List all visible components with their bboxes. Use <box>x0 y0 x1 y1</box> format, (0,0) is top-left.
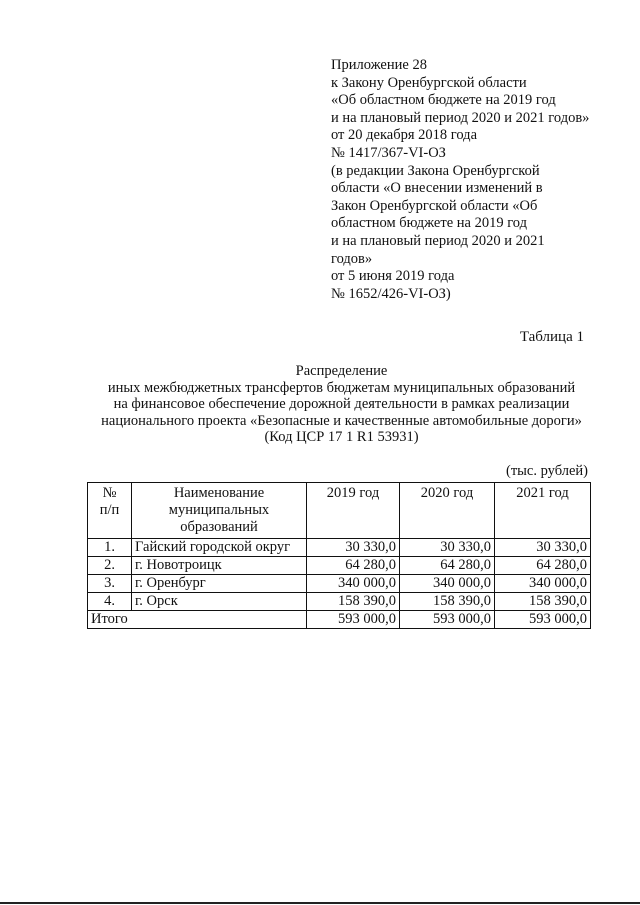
header-name-line2: муниципальных <box>168 502 270 518</box>
document-heading <box>80 363 603 446</box>
total-label: Итого <box>88 611 307 629</box>
total-value-2021: 593 000,0 <box>495 611 591 629</box>
heading-line: иных межбюджетных трансфертов бюджетам муниципальных образований <box>107 379 576 396</box>
row-number: 1. <box>88 539 132 557</box>
appendix-line: от 5 июня 2019 года <box>331 268 455 285</box>
header-number-line1: № <box>102 485 117 501</box>
total-value-2019: 593 000,0 <box>307 611 400 629</box>
header-2021: 2021 год <box>495 483 591 539</box>
appendix-line: Закон Оренбургской области «Об <box>331 197 538 214</box>
units-note: (тыс. рублей) <box>506 463 588 479</box>
table-row <box>88 557 591 575</box>
table-row <box>88 593 591 611</box>
table-header-row <box>88 483 591 539</box>
heading-line: (Код ЦСР 17 1 R1 53931) <box>264 429 419 446</box>
row-value-2021: 340 000,0 <box>495 575 591 593</box>
total-value-2020: 593 000,0 <box>400 611 495 629</box>
heading-line: национального проекта «Безопасные и качественные автомобильные дороги» <box>101 412 582 429</box>
header-number-line2: п/п <box>99 502 120 518</box>
row-value-2020: 340 000,0 <box>400 575 495 593</box>
row-number: 4. <box>88 593 132 611</box>
appendix-line: к Закону Оренбургской области <box>331 74 527 91</box>
table-label: Таблица 1 <box>519 329 584 345</box>
row-value-2020: 158 390,0 <box>400 593 495 611</box>
table-total-row <box>88 611 591 629</box>
appendix-line: годов» <box>331 250 373 267</box>
appendix-line: Приложение 28 <box>331 57 427 73</box>
row-value-2020: 30 330,0 <box>400 539 495 557</box>
row-municipality: г. Новотроицк <box>132 557 307 575</box>
distribution-table <box>87 482 591 629</box>
row-municipality: г. Орск <box>132 593 307 611</box>
header-name <box>132 483 307 539</box>
row-value-2021: 30 330,0 <box>495 539 591 557</box>
header-name-line1: Наименование <box>173 485 265 501</box>
row-value-2019: 340 000,0 <box>307 575 400 593</box>
appendix-line: и на плановый период 2020 и 2021 годов» <box>331 109 590 126</box>
appendix-line: «Об областном бюджете на 2019 год <box>331 92 556 109</box>
row-value-2020: 64 280,0 <box>400 557 495 575</box>
row-value-2021: 64 280,0 <box>495 557 591 575</box>
header-name-line3: образований <box>180 519 258 535</box>
row-municipality: Гайский городской округ <box>132 539 307 557</box>
heading-line: на финансовое обеспечение дорожной деятельности в рамках реализации <box>113 396 570 413</box>
appendix-line: и на плановый период 2020 и 2021 <box>331 232 545 249</box>
row-value-2019: 64 280,0 <box>307 557 400 575</box>
appendix-line: области «О внесении изменений в <box>331 180 543 197</box>
table-row <box>88 575 591 593</box>
scan-bottom-edge <box>0 902 640 904</box>
header-2020: 2020 год <box>400 483 495 539</box>
header-2019: 2019 год <box>307 483 400 539</box>
appendix-line: от 20 декабря 2018 года <box>331 127 477 144</box>
header-number <box>88 483 132 539</box>
row-municipality: г. Оренбург <box>132 575 307 593</box>
table-row <box>88 539 591 557</box>
row-number: 3. <box>88 575 132 593</box>
appendix-line: областном бюджете на 2019 год <box>331 215 527 232</box>
row-value-2021: 158 390,0 <box>495 593 591 611</box>
appendix-line: (в редакции Закона Оренбургской <box>331 162 540 179</box>
row-value-2019: 30 330,0 <box>307 539 400 557</box>
appendix-note <box>331 57 626 303</box>
appendix-line: № 1417/367-VI-ОЗ <box>331 144 446 161</box>
appendix-line: № 1652/426-VI-ОЗ) <box>331 285 451 302</box>
heading-line: Распределение <box>295 363 388 379</box>
row-value-2019: 158 390,0 <box>307 593 400 611</box>
row-number: 2. <box>88 557 132 575</box>
